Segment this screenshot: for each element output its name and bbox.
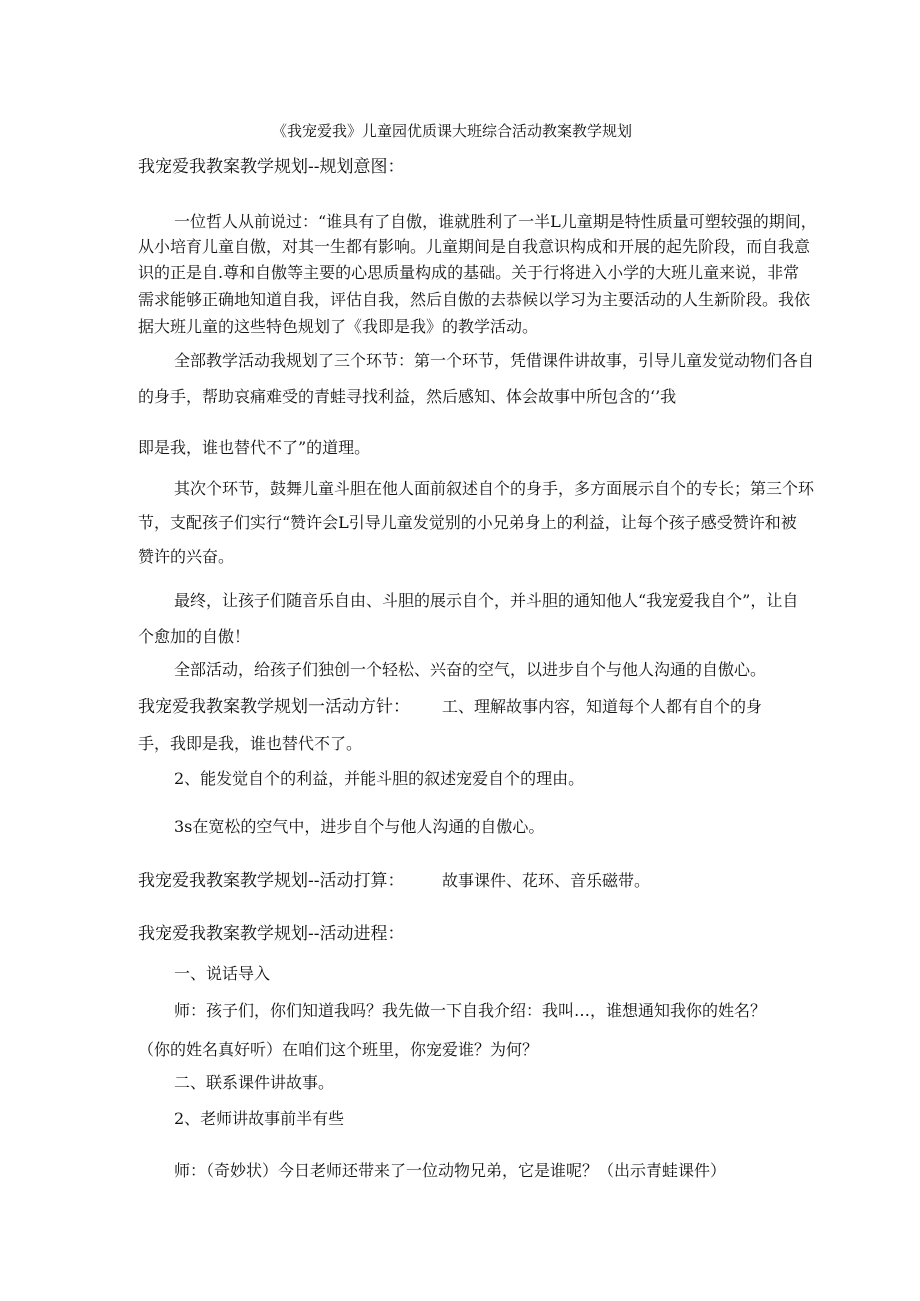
section-heading-process: 我宠爱我教案教学规划--活动进程：: [138, 924, 405, 944]
paragraph-line: 从小培育儿童自傲，对其一生都有影响。儿童期间是自我意识构成和开展的起先阶段，而自我意: [138, 237, 811, 256]
paragraph-line: 识的正是自.尊和自傲等主要的心思质量构成的基础。关于行将进入小学的大班儿童来说，非常: [138, 263, 800, 282]
paragraph-line: 需求能够正确地知道自我，评估自我，然后自傲的去恭候以学习为主要活动的人生新阶段。我依: [138, 290, 811, 309]
paragraph-line: 即是我，谁也替代不了”的道理。: [138, 438, 371, 457]
document-title: 《我宠爱我》儿童园优质课大班综合活动教案教学规划: [272, 122, 633, 140]
paragraph-line: 节，支配孩子们实行“赞许会L引导儿童发觉别的小兄弟身上的利益，让每个孩子感受赞许和被: [138, 513, 797, 532]
paragraph-line: 全部活动，给孩子们独创一个轻松、兴奋的空气，以进步自个与他人沟通的自傲心。: [174, 660, 767, 679]
goal-item: 2、能发觉自个的利益，并能斗胆的叙述宠爱自个的理由。: [174, 769, 585, 788]
paragraph-line: 师：孩子们，你们知道我吗？我先做一下自我介绍：我叫…，谁想通知我你的姓名？: [174, 1001, 767, 1020]
paragraph-line: 一位哲人从前说过：“谁具有了自傲，谁就胜利了一半L儿童期是特性质量可塑较强的期间，: [174, 212, 817, 231]
paragraph-line: 的身手，帮助哀痛难受的青蛙寻找利益，然后感知、体会故事中所包含的‘’我: [138, 387, 677, 406]
paragraph-line: 全部教学活动我规划了三个环节：第一个环节，凭借课件讲故事，引导儿童发觉动物们各自: [174, 351, 815, 370]
goal-item: 3s在宽松的空气中，进步自个与他人沟通的自傲心。: [174, 817, 545, 836]
paragraph-line: 个愈加的自傲！: [138, 627, 251, 646]
paragraph-line: 师：（奇妙状）今日老师还带来了一位动物兄弟，它是谁呢？（出示青蛙课件）: [174, 1161, 727, 1180]
section-heading-preparation: 我宠爱我教案教学规划--活动打算：: [138, 871, 405, 891]
process-step: 二、联系课件讲故事。: [174, 1073, 335, 1092]
process-step: 2、老师讲故事前半有些: [174, 1109, 345, 1128]
paragraph-line: 最终，让孩子们随音乐自由、斗胆的展示自个，并斗胆的通知他人“我宠爱我自个”，让自: [174, 591, 799, 610]
goal-item-continued: 手，我即是我，谁也替代不了。: [138, 734, 363, 753]
paragraph-line: 据大班儿童的这些特色规划了《我即是我》的教学活动。: [138, 317, 539, 336]
paragraph-line: （你的姓名真好听）在咱们这个班里，你宠爱谁？为何？: [138, 1040, 539, 1059]
section-heading-goals: 我宠爱我教案教学规划一活动方针：: [138, 697, 410, 717]
paragraph-line: 其次个环节，鼓舞儿童斗胆在他人面前叙述自个的身手，多方面展示自个的专长；第三个环: [174, 479, 815, 498]
process-step: 一、说话导入: [174, 964, 271, 983]
section-heading-intent: 我宠爱我教案教学规划--规划意图：: [138, 157, 405, 177]
preparation-items: 故事课件、花环、音乐磁带。: [442, 871, 651, 890]
paragraph-line: 赞许的兴奋。: [138, 547, 235, 566]
goal-item: 工、理解故事内容，知道每个人都有自个的身: [442, 697, 763, 716]
